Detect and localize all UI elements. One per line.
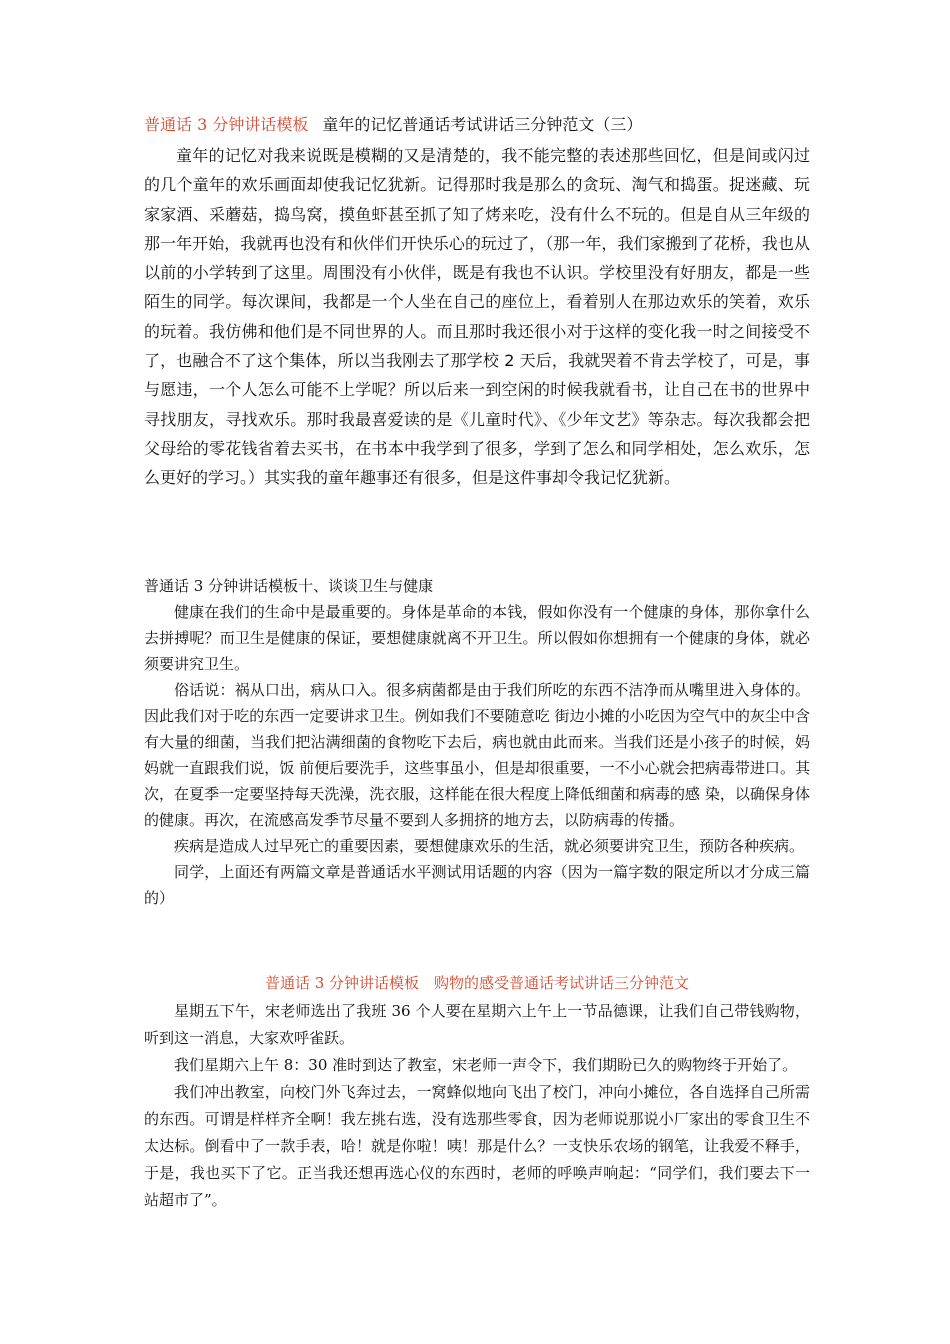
paragraph: 我们星期六上午 8：30 准时到达了教室，宋老师一声令下，我们期盼已久的购物终于开始了。 — [174, 1056, 798, 1074]
section-title — [144, 113, 810, 137]
paragraph: 健康在我们的生命中是最重要的。身体是革命的本钱，假如你没有一个健康的身体，那你拿什么去拼搏呢？而卫生是健康的保证，要想健康就离不开卫生。所以假如你想拥有一个健康的身体，就必须要讲究卫生。 — [144, 603, 810, 673]
section-shopping-feelings — [144, 970, 810, 1214]
paragraph: 星期五下午，宋老师选出了我班 36 个人要在星期六上午上一节品德课，让我们自己带钱购物，听到这一消息，大家欢呼雀跃。 — [144, 1002, 810, 1047]
section-title: 普通话 3 分钟讲话模板 购物的感受普通话考试讲话三分钟范文 — [264, 974, 690, 992]
title-main: 童年的记忆普通话考试讲话三分钟范文（三） — [322, 115, 643, 134]
paragraph: 俗话说：祸从口出，病从口入。很多病菌都是由于我们所吃的东西不洁净而从嘴里进入身体的。因此我们对于吃的东西一定要讲求卫生。例如我们不要随意吃 街边小摊的小吃因为空气中的灰尘中含有大量的细菌，当我们把沾满细菌的食物吃下去后，病也就由此而来。当我们还是小孩子的时候，妈妈就一直跟我们说，饭 前便后要洗手，这些事虽小，但是却很重要，一不小心就会把病毒带进口。其次，在夏季一定要坚持每天洗澡，洗衣服，这样能在很大程度上降低细菌和病毒的感 染，以确保身体的健康。再次，在流感高发季节尽量不要到人多拥挤的地方去，以防病毒的传播。 — [144, 681, 810, 829]
title-prefix: 普通话 3 分钟讲话模板 — [144, 115, 309, 134]
paragraph: 同学，上面还有两篇文章是普通话水平测试用话题的内容（因为一篇字数的限定所以才分成三篇的） — [144, 863, 810, 907]
section-childhood-memory — [144, 113, 810, 493]
section-hygiene-health — [144, 573, 810, 911]
paragraph: 我们冲出教室，向校门外飞奔过去，一窝蜂似地向飞出了校门，冲向小摊位，各自选择自己所需的东西。可谓是样样齐全啊！我左挑右选，没有选那些零食，因为老师说那说小厂家出的零食卫生不太达标。倒看中了一款手表，哈！就是你啦！咦！那是什么？一支快乐农场的钢笔，让我爱不释手，于是，我也买下了它。正当我还想再选心仪的东西时，老师的呼唤声响起：“同学们，我们要去下一站超市了”。 — [144, 1083, 810, 1209]
section-title: 普通话 3 分钟讲话模板十、谈谈卫生与健康 — [144, 577, 434, 595]
paragraph: 童年的记忆对我来说既是模糊的又是清楚的，我不能完整的表述那些回忆，但是间或闪过的几个童年的欢乐画面却使我记忆犹新。记得那时我是那么的贪玩、淘气和捣蛋。捉迷藏、玩家家酒、采蘑菇，捣鸟窝，摸鱼虾甚至抓了知了烤来吃，没有什么不玩的。但是自从三年级的那一年开始，我就再也没有和伙伴们开快乐心的玩过了，（那一年，我们家搬到了花桥，我也从以前的小学转到了这里。周围没有小伙伴，既是有我也不认识。学校里没有好朋友，都是一些陌生的同学。每次课间，我都是一个人坐在自己的座位上，看着别人在那边欢乐的笑着，欢乐的玩着。我仿佛和他们是不同世界的人。而且那时我还很小对于这样的变化我一时之间接受不了，也融合不了这个集体，所以当我刚去了那学校 2 天后，我就哭着不肯去学校了，可是，事与愿违，一个人怎么可能不上学呢？所以后来一到空闲的时候我就看书，让自己在书的世界中寻找朋友，寻找欢乐。那时我最喜爱读的是《儿童时代》、《少年文艺》等杂志。每次我都会把父母给的零花钱省着去买书，在书本中我学到了很多，学到了怎么和同学相处，怎么欢乐，怎么更好的学习。）其实我的童年趣事还有很多，但是这件事却令我记忆犹新。 — [144, 146, 810, 488]
paragraph: 疾病是造成人过早死亡的重要因素，要想健康欢乐的生活，就必须要讲究卫生，预防各种疾病。 — [174, 837, 805, 855]
